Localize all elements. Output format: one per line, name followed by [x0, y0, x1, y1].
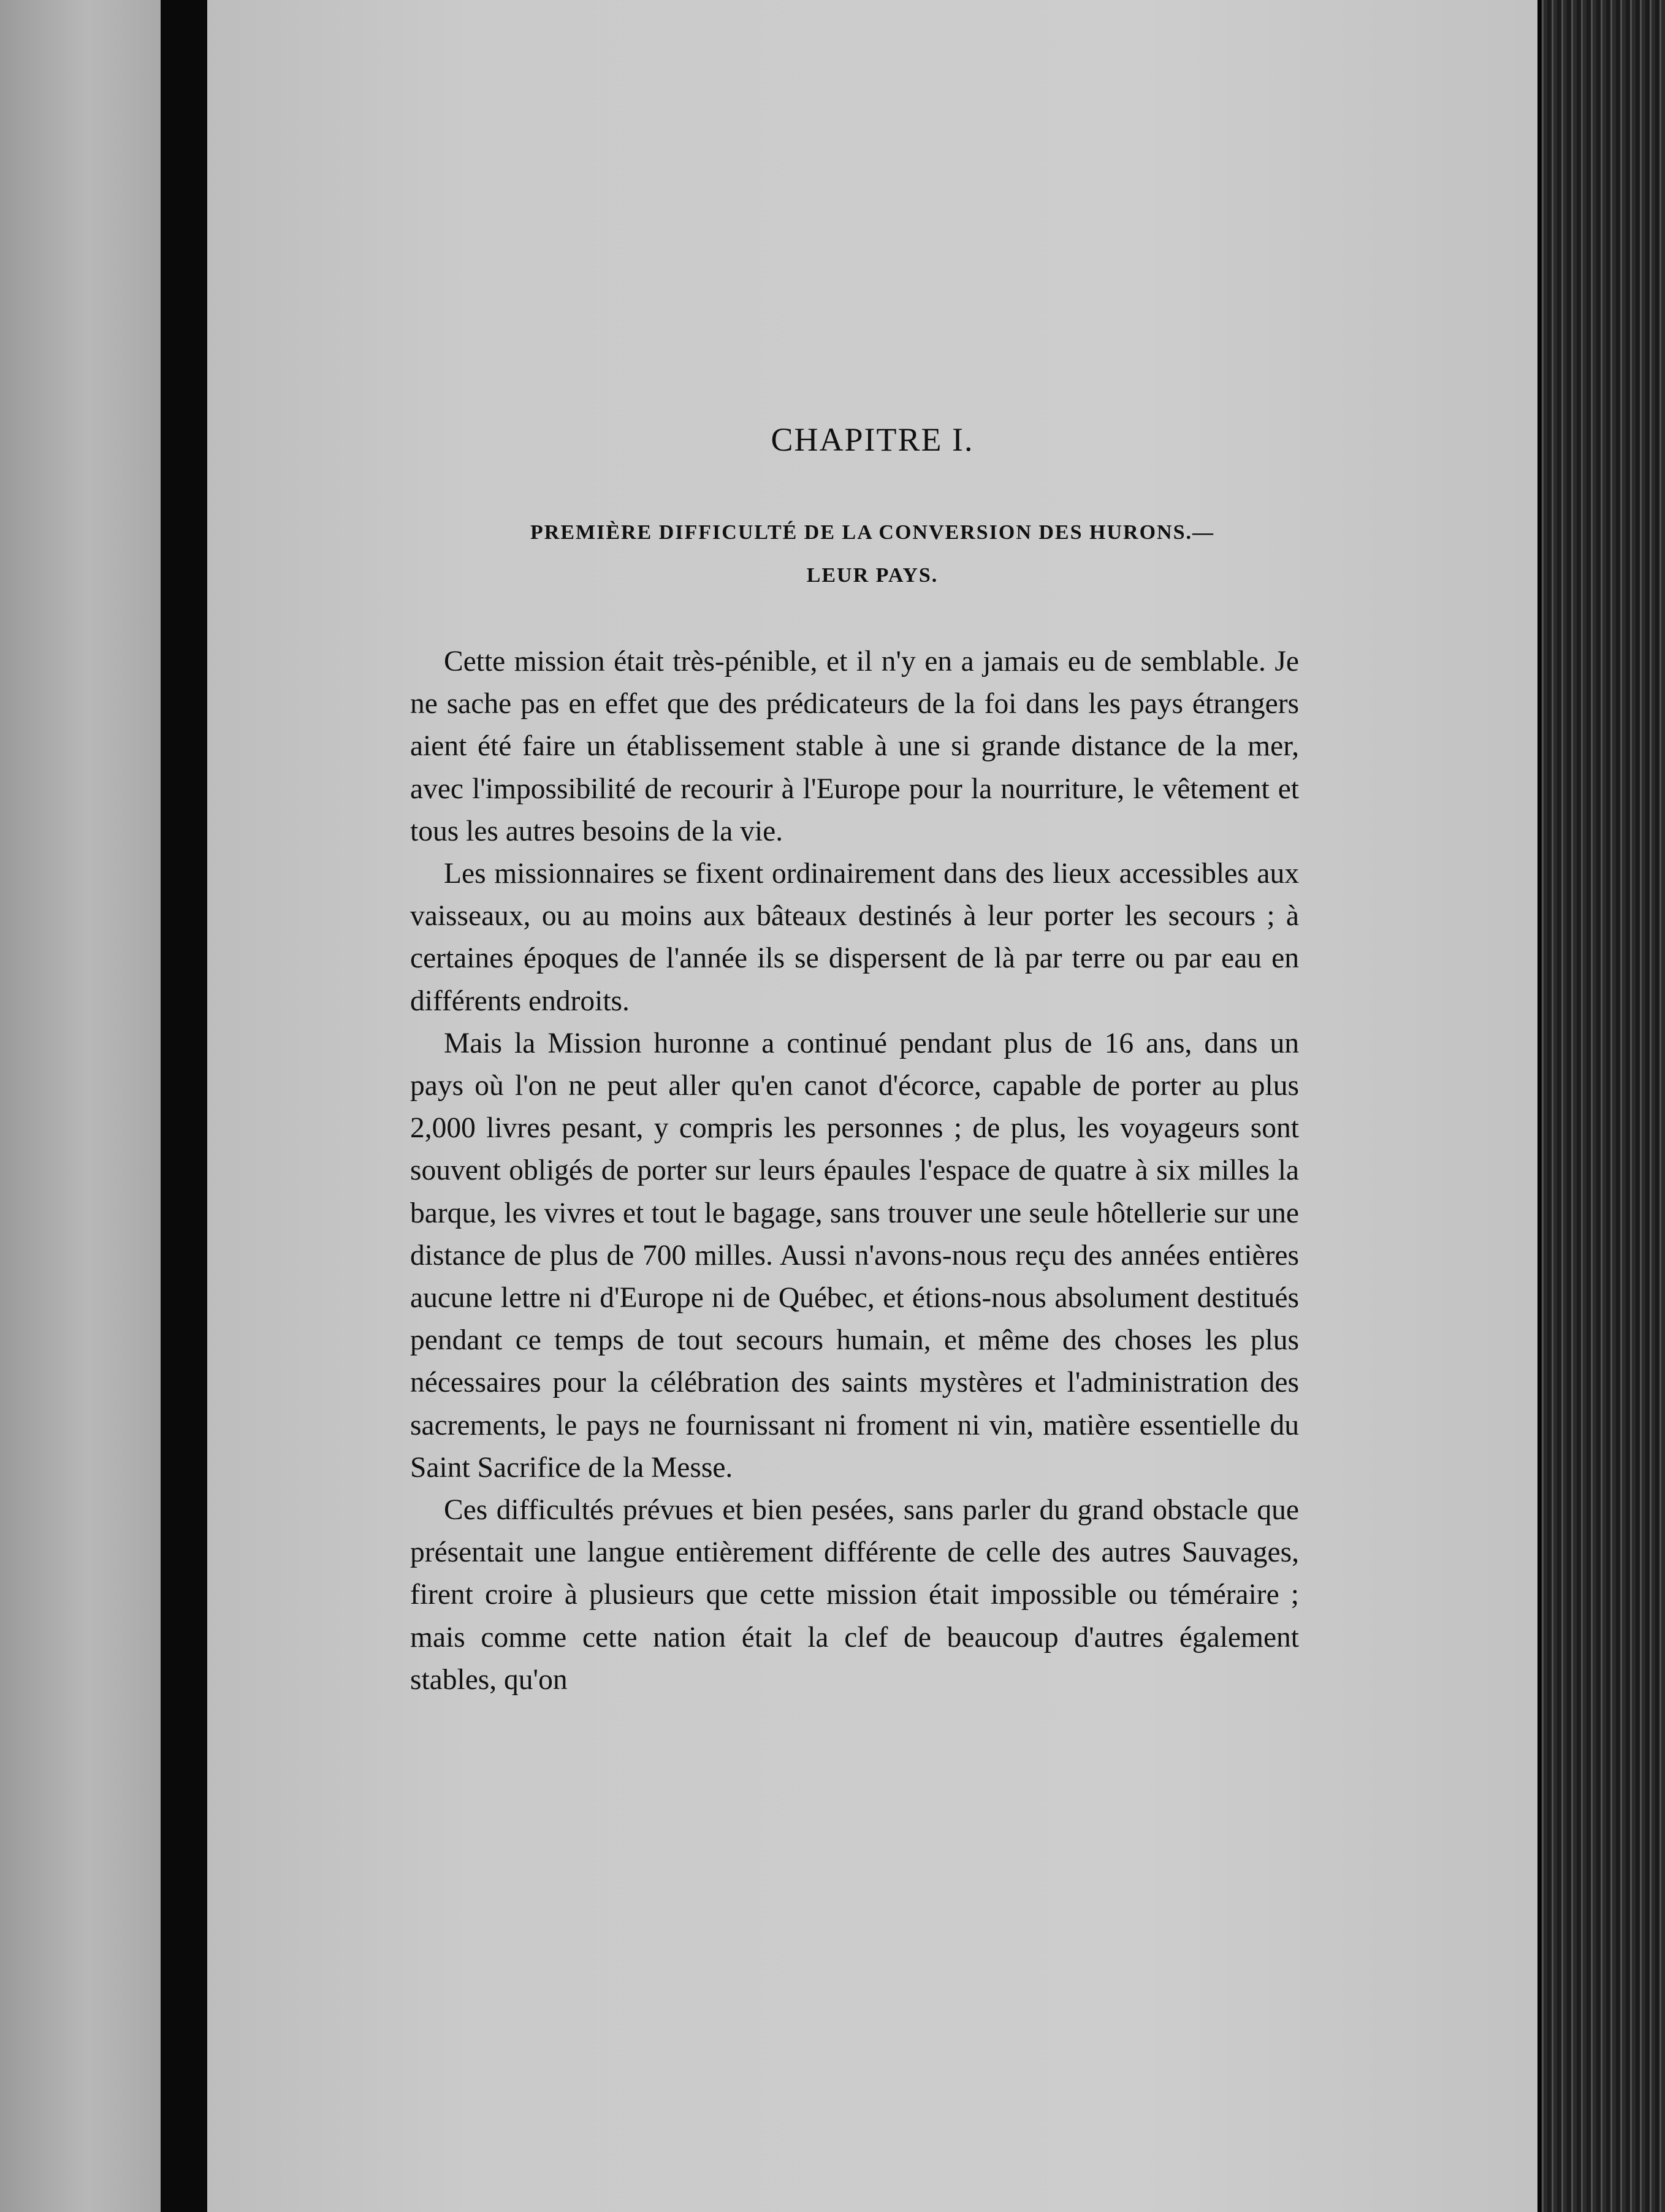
chapter-subheading-line2: LEUR PAYS. [806, 564, 939, 587]
paragraph-4: Ces difficultés prévues et bien pesées, sans parler du grand obstacle que présentait une langue entièrement différente de celle des autres Sauvages, firent croire à plusieurs que cette mission était impossible ou téméraire ; mais comme cette nation était la clef de beaucoup d'autres également stables, qu'on [410, 1494, 1299, 1696]
paragraph-3: Mais la Mission huronne a continué pendant plus de 16 ans, dans un pays où l'on ne peut aller qu'en canot d'écorce, capable de porter au plus 2,000 livres pesant, y compris les personnes ; de plus, les voyageurs sont souvent obligés de porter sur leurs épaules l'espace de quatre à six milles la barque, les vivres et tout le bagage, sans trouver une seule hôtellerie sur une distance de plus de 700 milles. Aussi n'avons-nous reçu des années entières aucune lettre ni d'Europe ni de Québec, et étions-nous absolument destitués pendant ce temps de tout secours humain, et même des choses les plus nécessaires pour la célébration des saints mystères et l'administration des sacrements, le pays ne fournissant ni froment ni vin, matière essentielle du Saint Sacrifice de la Messe. [410, 1027, 1299, 1484]
page-edge-border [1537, 0, 1541, 2212]
body-text [410, 641, 1299, 1701]
left-page-edge [0, 0, 161, 2212]
book-gutter [161, 0, 207, 2212]
chapter-subheading-line1: PREMIÈRE DIFFICULTÉ DE LA CONVERSION DES HURONS.— [530, 521, 1214, 544]
paragraph-2: Les missionnaires se fixent ordinairement dans des lieux accessibles aux vaisseaux, ou au moins aux bâteaux destinés à leur porter les secours ; à certaines époques de l'année ils se dispersent de là par terre ou par eau en différents endroits. [410, 858, 1299, 1017]
page-edges [1537, 0, 1665, 2212]
paragraph-1: Cette mission était très-pénible, et il n'y en a jamais eu de semblable. Je ne sache pas en effet que des prédicateurs de la foi dans les pays étrangers aient été faire un établissement stable à une si grande distance de la mer, avec l'impossibilité de recourir à l'Europe pour la nourriture, le vêtement et tous les autres besoins de la vie. [410, 646, 1299, 847]
book-page [207, 0, 1537, 2212]
chapter-title: CHAPITRE I. [771, 421, 974, 458]
